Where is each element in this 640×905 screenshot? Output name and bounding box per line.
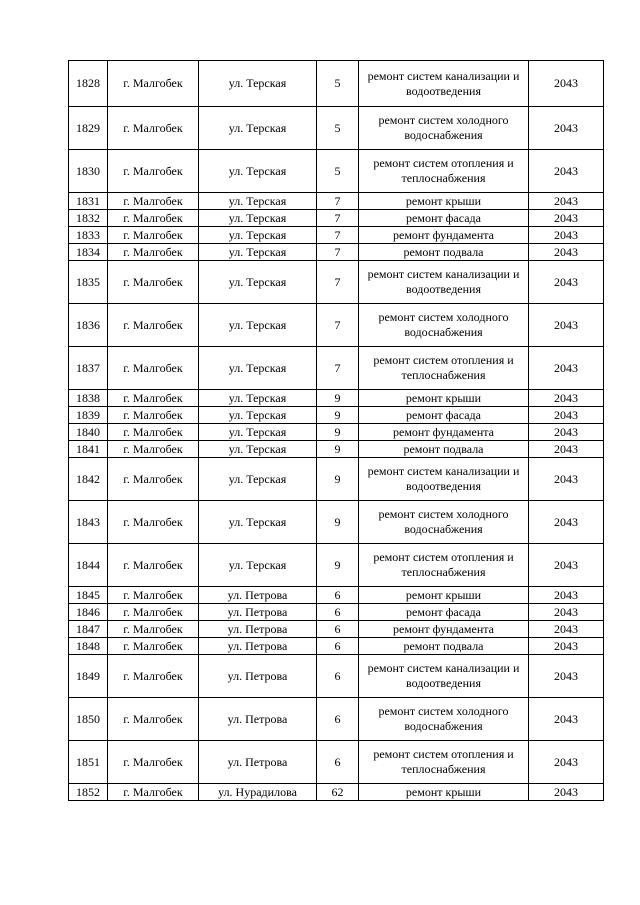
house-number-cell: 9 xyxy=(317,407,359,424)
work-type-cell: ремонт крыши xyxy=(359,784,529,801)
row-number-cell: 1852 xyxy=(69,784,108,801)
row-number-cell: 1842 xyxy=(69,458,108,501)
row-number-cell: 1830 xyxy=(69,150,108,193)
table-row xyxy=(69,784,604,801)
table-row xyxy=(69,61,604,107)
street-cell: ул. Нурадилова xyxy=(199,784,317,801)
street-cell: ул. Петрова xyxy=(199,638,317,655)
table-row xyxy=(69,441,604,458)
table-row xyxy=(69,261,604,304)
city-cell: г. Малгобек xyxy=(108,244,199,261)
table-row xyxy=(69,193,604,210)
street-cell: ул. Терская xyxy=(199,441,317,458)
street-cell: ул. Терская xyxy=(199,210,317,227)
city-cell: г. Малгобек xyxy=(108,655,199,698)
street-cell: ул. Терская xyxy=(199,407,317,424)
city-cell: г. Малгобек xyxy=(108,390,199,407)
year-cell: 2043 xyxy=(529,347,604,390)
row-number-cell: 1829 xyxy=(69,107,108,150)
work-type-cell: ремонт крыши xyxy=(359,390,529,407)
table-row xyxy=(69,347,604,390)
table-row xyxy=(69,587,604,604)
house-number-cell: 7 xyxy=(317,244,359,261)
street-cell: ул. Петрова xyxy=(199,621,317,638)
street-cell: ул. Терская xyxy=(199,244,317,261)
table-row xyxy=(69,621,604,638)
street-cell: ул. Терская xyxy=(199,227,317,244)
row-number-cell: 1849 xyxy=(69,655,108,698)
table-row xyxy=(69,390,604,407)
work-type-cell: ремонт фасада xyxy=(359,407,529,424)
table-row xyxy=(69,304,604,347)
city-cell: г. Малгобек xyxy=(108,210,199,227)
house-number-cell: 9 xyxy=(317,544,359,587)
row-number-cell: 1836 xyxy=(69,304,108,347)
city-cell: г. Малгобек xyxy=(108,150,199,193)
city-cell: г. Малгобек xyxy=(108,61,199,107)
row-number-cell: 1832 xyxy=(69,210,108,227)
work-type-cell: ремонт систем канализации и водоотведения xyxy=(359,458,529,501)
city-cell: г. Малгобек xyxy=(108,784,199,801)
work-type-cell: ремонт систем холодного водоснабжения xyxy=(359,698,529,741)
year-cell: 2043 xyxy=(529,261,604,304)
year-cell: 2043 xyxy=(529,741,604,784)
table-body xyxy=(69,61,604,801)
work-type-cell: ремонт фасада xyxy=(359,210,529,227)
year-cell: 2043 xyxy=(529,150,604,193)
work-type-cell: ремонт крыши xyxy=(359,193,529,210)
house-number-cell: 6 xyxy=(317,698,359,741)
city-cell: г. Малгобек xyxy=(108,107,199,150)
row-number-cell: 1831 xyxy=(69,193,108,210)
city-cell: г. Малгобек xyxy=(108,698,199,741)
year-cell: 2043 xyxy=(529,210,604,227)
row-number-cell: 1833 xyxy=(69,227,108,244)
city-cell: г. Малгобек xyxy=(108,741,199,784)
row-number-cell: 1841 xyxy=(69,441,108,458)
city-cell: г. Малгобек xyxy=(108,638,199,655)
street-cell: ул. Петрова xyxy=(199,741,317,784)
work-type-cell: ремонт систем холодного водоснабжения xyxy=(359,501,529,544)
year-cell: 2043 xyxy=(529,501,604,544)
row-number-cell: 1846 xyxy=(69,604,108,621)
house-number-cell: 5 xyxy=(317,150,359,193)
house-number-cell: 9 xyxy=(317,390,359,407)
city-cell: г. Малгобек xyxy=(108,458,199,501)
year-cell: 2043 xyxy=(529,544,604,587)
street-cell: ул. Терская xyxy=(199,61,317,107)
city-cell: г. Малгобек xyxy=(108,227,199,244)
year-cell: 2043 xyxy=(529,441,604,458)
work-type-cell: ремонт систем отопления и теплоснабжения xyxy=(359,544,529,587)
year-cell: 2043 xyxy=(529,244,604,261)
street-cell: ул. Терская xyxy=(199,544,317,587)
table-row xyxy=(69,150,604,193)
house-number-cell: 6 xyxy=(317,638,359,655)
work-type-cell: ремонт фасада xyxy=(359,604,529,621)
table-row xyxy=(69,544,604,587)
row-number-cell: 1835 xyxy=(69,261,108,304)
house-number-cell: 5 xyxy=(317,107,359,150)
house-number-cell: 6 xyxy=(317,741,359,784)
street-cell: ул. Петрова xyxy=(199,698,317,741)
house-number-cell: 7 xyxy=(317,304,359,347)
year-cell: 2043 xyxy=(529,655,604,698)
street-cell: ул. Терская xyxy=(199,390,317,407)
table-row xyxy=(69,107,604,150)
house-number-cell: 7 xyxy=(317,227,359,244)
row-number-cell: 1847 xyxy=(69,621,108,638)
table-row xyxy=(69,741,604,784)
house-number-cell: 6 xyxy=(317,655,359,698)
table-row xyxy=(69,604,604,621)
city-cell: г. Малгобек xyxy=(108,587,199,604)
year-cell: 2043 xyxy=(529,227,604,244)
year-cell: 2043 xyxy=(529,407,604,424)
year-cell: 2043 xyxy=(529,61,604,107)
street-cell: ул. Терская xyxy=(199,304,317,347)
city-cell: г. Малгобек xyxy=(108,441,199,458)
work-type-cell: ремонт подвала xyxy=(359,638,529,655)
row-number-cell: 1843 xyxy=(69,501,108,544)
city-cell: г. Малгобек xyxy=(108,193,199,210)
year-cell: 2043 xyxy=(529,390,604,407)
street-cell: ул. Петрова xyxy=(199,587,317,604)
house-number-cell: 7 xyxy=(317,347,359,390)
table-row xyxy=(69,655,604,698)
house-number-cell: 6 xyxy=(317,587,359,604)
year-cell: 2043 xyxy=(529,304,604,347)
work-type-cell: ремонт систем отопления и теплоснабжения xyxy=(359,741,529,784)
street-cell: ул. Терская xyxy=(199,150,317,193)
work-type-cell: ремонт систем канализации и водоотведения xyxy=(359,655,529,698)
city-cell: г. Малгобек xyxy=(108,424,199,441)
year-cell: 2043 xyxy=(529,621,604,638)
work-type-cell: ремонт систем отопления и теплоснабжения xyxy=(359,150,529,193)
house-number-cell: 5 xyxy=(317,61,359,107)
work-type-cell: ремонт фундамента xyxy=(359,227,529,244)
row-number-cell: 1850 xyxy=(69,698,108,741)
table-row xyxy=(69,244,604,261)
row-number-cell: 1840 xyxy=(69,424,108,441)
house-number-cell: 62 xyxy=(317,784,359,801)
row-number-cell: 1848 xyxy=(69,638,108,655)
street-cell: ул. Терская xyxy=(199,424,317,441)
work-type-cell: ремонт систем холодного водоснабжения xyxy=(359,107,529,150)
house-number-cell: 7 xyxy=(317,261,359,304)
street-cell: ул. Терская xyxy=(199,261,317,304)
row-number-cell: 1834 xyxy=(69,244,108,261)
row-number-cell: 1828 xyxy=(69,61,108,107)
table-row xyxy=(69,424,604,441)
house-number-cell: 6 xyxy=(317,604,359,621)
street-cell: ул. Терская xyxy=(199,193,317,210)
street-cell: ул. Терская xyxy=(199,501,317,544)
table-row xyxy=(69,501,604,544)
year-cell: 2043 xyxy=(529,698,604,741)
street-cell: ул. Терская xyxy=(199,107,317,150)
street-cell: ул. Петрова xyxy=(199,604,317,621)
house-number-cell: 9 xyxy=(317,458,359,501)
year-cell: 2043 xyxy=(529,604,604,621)
house-number-cell: 9 xyxy=(317,424,359,441)
house-number-cell: 9 xyxy=(317,501,359,544)
city-cell: г. Малгобек xyxy=(108,621,199,638)
work-type-cell: ремонт систем отопления и теплоснабжения xyxy=(359,347,529,390)
work-type-cell: ремонт фундамента xyxy=(359,621,529,638)
year-cell: 2043 xyxy=(529,424,604,441)
work-type-cell: ремонт систем холодного водоснабжения xyxy=(359,304,529,347)
year-cell: 2043 xyxy=(529,458,604,501)
table-row xyxy=(69,227,604,244)
year-cell: 2043 xyxy=(529,638,604,655)
city-cell: г. Малгобек xyxy=(108,501,199,544)
street-cell: ул. Терская xyxy=(199,347,317,390)
year-cell: 2043 xyxy=(529,107,604,150)
table-row xyxy=(69,698,604,741)
city-cell: г. Малгобек xyxy=(108,261,199,304)
row-number-cell: 1839 xyxy=(69,407,108,424)
work-type-cell: ремонт систем канализации и водоотведения xyxy=(359,261,529,304)
year-cell: 2043 xyxy=(529,193,604,210)
row-number-cell: 1845 xyxy=(69,587,108,604)
row-number-cell: 1837 xyxy=(69,347,108,390)
year-cell: 2043 xyxy=(529,587,604,604)
work-type-cell: ремонт крыши xyxy=(359,587,529,604)
work-type-cell: ремонт подвала xyxy=(359,244,529,261)
city-cell: г. Малгобек xyxy=(108,604,199,621)
work-type-cell: ремонт фундамента xyxy=(359,424,529,441)
city-cell: г. Малгобек xyxy=(108,304,199,347)
house-number-cell: 7 xyxy=(317,210,359,227)
table-row xyxy=(69,210,604,227)
repair-schedule-table xyxy=(68,60,604,801)
house-number-cell: 7 xyxy=(317,193,359,210)
city-cell: г. Малгобек xyxy=(108,407,199,424)
street-cell: ул. Терская xyxy=(199,458,317,501)
city-cell: г. Малгобек xyxy=(108,347,199,390)
row-number-cell: 1838 xyxy=(69,390,108,407)
row-number-cell: 1844 xyxy=(69,544,108,587)
work-type-cell: ремонт систем канализации и водоотведения xyxy=(359,61,529,107)
street-cell: ул. Петрова xyxy=(199,655,317,698)
table-row xyxy=(69,407,604,424)
table-row xyxy=(69,458,604,501)
year-cell: 2043 xyxy=(529,784,604,801)
work-type-cell: ремонт подвала xyxy=(359,441,529,458)
table-row xyxy=(69,638,604,655)
house-number-cell: 9 xyxy=(317,441,359,458)
house-number-cell: 6 xyxy=(317,621,359,638)
row-number-cell: 1851 xyxy=(69,741,108,784)
city-cell: г. Малгобек xyxy=(108,544,199,587)
